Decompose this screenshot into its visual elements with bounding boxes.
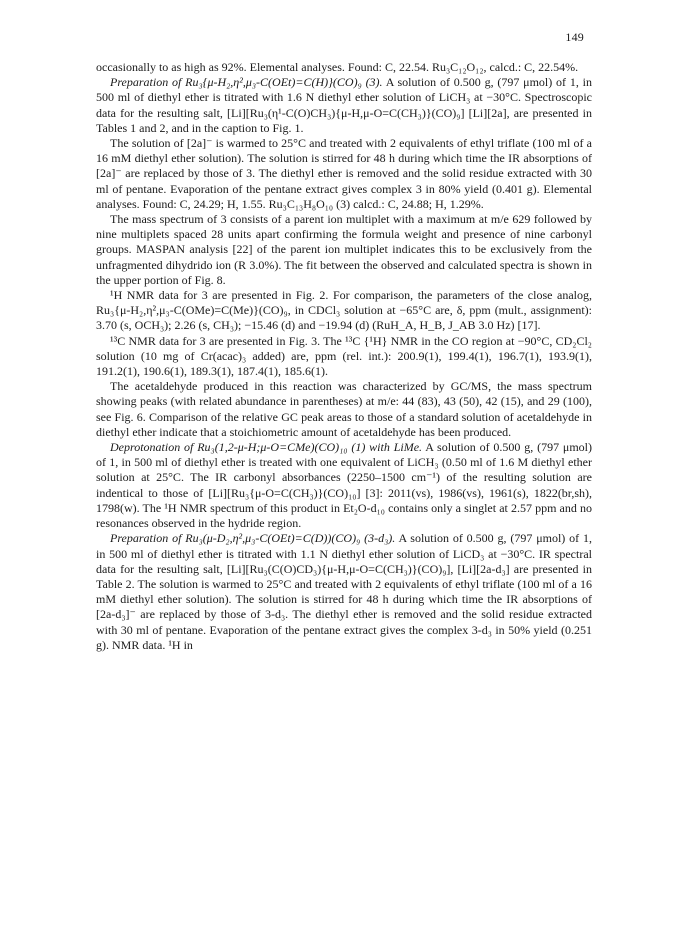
paragraph-heading: Preparation of Ru₃{μ-H₂,η²,μ₃-C(OEt)=C(H)}(CO)₉ (3).	[110, 75, 383, 90]
paragraph-elemental-analysis	[96, 60, 592, 75]
paragraph-text: A solution of 0.500 g, (797 μmol) of 1, in 500 ml of diethyl ether is treated with one equivalent of LiCH₃ (0.50 ml of 1.6 M diethyl ether solution at 25°C. The IR carbonyl absorbances (2250–1500 cm⁻¹) of the resulting solution are indentical to those of [Li][Ru₃{μ-O=C(CH₃)}(CO)₁₀] [3]: 2011(vs), 1986(vs), 1961(s), 1822(br,sh), 1798(w). The ¹H NMR spectrum of this product in Et₂O-d₁₀ contains only a singlet at 2.57 ppm and no resonances observed in the hydride region.	[96, 440, 593, 531]
paragraph-preparation-3-d3	[96, 531, 592, 653]
paragraph-text: occasionally to as high as 92%. Elemental analyses. Found: C, 22.54. Ru₃C₁₂O₁₂, calcd.: C, 22.54%.	[96, 60, 579, 74]
paragraph-mass-spectrum	[96, 212, 592, 288]
page-number: 149	[565, 30, 584, 44]
paragraph-deprotonation	[96, 440, 592, 531]
paragraph-1h-nmr	[96, 288, 592, 334]
paragraph-13c-nmr	[96, 334, 592, 380]
paragraph-acetaldehyde	[96, 379, 592, 440]
article-body	[96, 60, 592, 653]
paragraph-heading: Deprotonation of Ru₃(1,2-μ-H;μ-O=CMe)(CO)₁₀ (1) with LiMe.	[110, 440, 423, 455]
paragraph-text: The solution of [2a]⁻ is warmed to 25°C and treated with 2 equivalents of ethyl triflate (100 ml of a 16 mM diethyl ether solution). The solution is stirred for 48 h during which time the IR absorptions of [2a]⁻ are replaced by those of 3. The diethyl ether is removed and the solid residue extracted with 30 ml of pentane. Evaporation of the pentane extract gives complex 3 in 80% yield (0.401 g). Elemental analyses. Found: C, 24.29; H, 1.55. Ru₃C₁₃H₈O₁₀ (3) calcd.: C, 24.88; H, 1.29%.	[96, 136, 592, 211]
paragraph-warming-solution	[96, 136, 592, 212]
paragraph-text: The acetaldehyde produced in this reaction was characterized by GC/MS, the mass spectrum showing peaks (with related abundance in parentheses) at m/e: 44 (83), 43 (50), 42 (15), and 29 (100), see Fig. 6. Comparison of the relative GC peak areas to those of a standard solution of acetaldehyde in diethyl ether indicate that a stoichiometric amount of acetaldehyde has been produced.	[96, 379, 592, 439]
paragraph-text: ¹³C NMR data for 3 are presented in Fig. 3. The ¹³C {¹H} NMR in the CO region at −90°C, CD₂Cl₂ solution (10 mg of Cr(acac)₃ added) are, ppm (rel. int.): 200.9(1), 199.4(1), 196.7(1), 193.9(1), 191.2(1), 190.6(1), 189.3(1), 187.4(1), 185.6(1).	[96, 333, 592, 379]
paragraph-preparation-3	[96, 75, 592, 136]
paragraph-text: ¹H NMR data for 3 are presented in Fig. 2. For comparison, the parameters of the close analog, Ru₃{μ-H₂,η²,μ₃-C(OMe)=C(Me)}(CO)₉, in CDCl₃ solution at −65°C are, δ, ppm (mult., assignment): 3.70 (s, OCH₃); 2.26 (s, CH₃); −15.46 (d) and −19.94 (d) (RuH_A, H_B, J_AB 3.0 Hz) [17].	[96, 288, 592, 333]
paragraph-heading: Preparation of Ru₃(μ-D₂,η²,μ₃-C(OEt)=C(D))(CO)₉ (3-d₃).	[110, 531, 396, 546]
paragraph-text: The mass spectrum of 3 consists of a parent ion multiplet with a maximum at m/e 629 followed by nine multiplets spaced 28 units apart confirming the formula weight and presence of nine carbonyl groups. MASPAN analysis [22] of the parent ion multiplet indicates this to be exclusively from the unfragmented dihydrido ion (R 3.0%). The fit between the observed and calculated spectra is shown in the upper portion of Fig. 8.	[96, 212, 592, 287]
paragraph-text: A solution of 0.500 g, (797 μmol) of 1, in 500 ml of diethyl ether is titrated with 1.6 N diethyl ether solution of LiCH₃ at −30°C. Spectroscopic data for the resulting salt, [Li][Ru₃(η¹-C(O)CH₃){μ-H,μ-O=C(CH₃)}(CO)₉] [Li][2a], are presented in Tables 1 and 2, and in the caption to Fig. 1.	[96, 75, 592, 135]
paragraph-text: A solution of 0.500 g, (797 μmol) of 1, in 500 ml of diethyl ether is titrated with 1.1 N diethyl ether solution of LiCD₃ at −30°C. IR spectral data for the resulting salt, [Li][Ru₃(C(O)CD₃){μ-H,μ-O=C(CH₃)}(CO)₉], [Li][2a-d₃] are presented in Table 2. The solution is warmed to 25°C and treated with 2 equivalents of ethyl triflate (100 ml of a 16 mM diethyl ether solution). The solution is stirred for 48 h during which time the IR absorptions of [2a-d₃]⁻ are replaced by those of 3-d₃. The diethyl ether is removed and the solid residue extracted with 30 ml of pentane. Evaporation of the pentane extract gives the complex 3-d₃ in 50% yield (0.251 g). NMR data. ¹H in	[96, 531, 592, 652]
